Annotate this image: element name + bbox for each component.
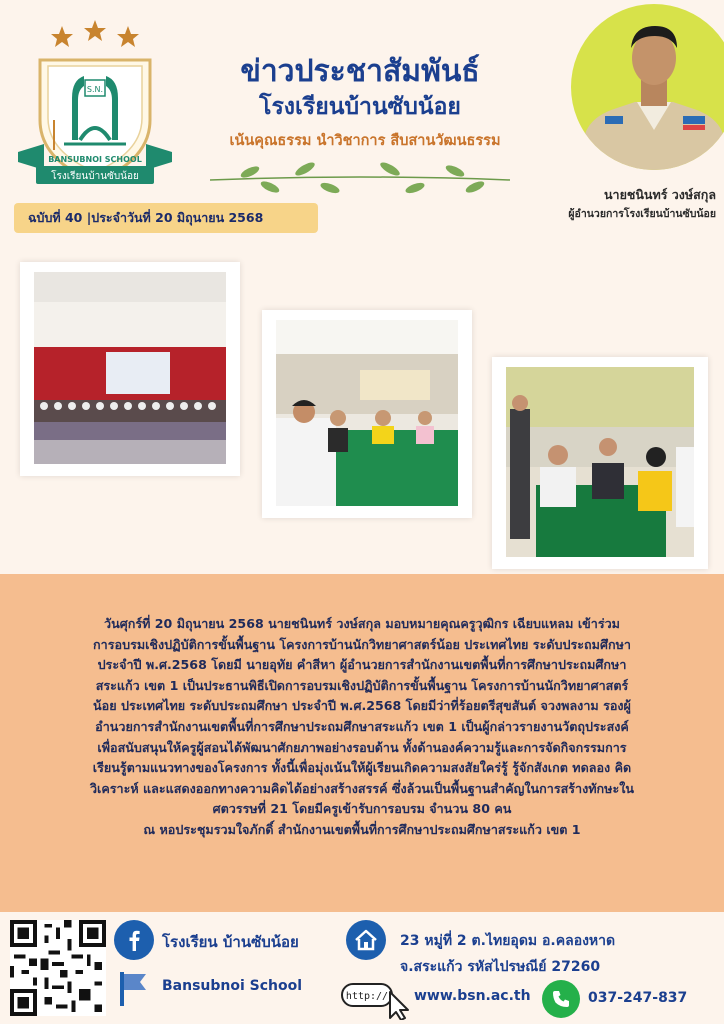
http-cursor-icon [340, 980, 410, 1020]
article-line: อำนวยการสำนักงานเขตพื้นที่การศึกษาประถมศึกษาสระแก้ว เขต 1 เป็นผู้กล่าวรายงานวัตถุประสงค์ [95, 718, 629, 734]
logo-emblem-text: S.N. [86, 85, 104, 94]
flag-icon [118, 972, 148, 1006]
article-line: วิเคราะห์ และแสดงออกทางความคิดได้อย่างสร้างสรรค์ ซึ่งล้วนเป็นพื้นฐานสำคัญในการสร้างทักษะใน [89, 780, 635, 796]
school-logo [14, 20, 176, 190]
article-line: ประจำปี พ.ศ.2568 โดยมี นายอุทัย คำสีหา ผู้อำนวยการสำนักงานเขตพื้นที่การศึกษาประถมศึกษา [97, 657, 627, 673]
address-line-2: จ.สระแก้ว รหัสไปรษณีย์ 27260 [400, 959, 601, 975]
http-label: http:// [345, 991, 389, 1002]
director-position: ผู้อำนวยการโรงเรียนบ้านซับน้อย [568, 208, 716, 220]
school-name: โรงเรียนบ้านซับน้อย [259, 94, 461, 120]
photo-training-table [262, 310, 472, 518]
article-line: น้อย ประเทศไทย ระดับประถมศึกษา ประจำปี พ.ศ.2568 โดยมีว่าที่ร้อยตรีสุขสันต์ จวงพลงาม รองผู้ [93, 698, 631, 714]
director-name: นายชนินทร์ วงษ์สกุล [604, 187, 716, 202]
article-body [14, 614, 710, 841]
qr-code[interactable] [10, 920, 106, 1016]
star-icon [51, 20, 139, 47]
director-portrait [571, 4, 724, 170]
website-link[interactable]: www.bsn.ac.th [414, 988, 531, 1004]
article-line: เพื่อสนับสนุนให้ครูผู้สอนได้พัฒนาศักยภาพอย่างรอบด้าน ทั้งด้านองค์ความรู้และการจัดกิจกรรมการ [97, 739, 627, 755]
issue-banner: ฉบับที่ 40 |ประจำวันที่ 20 มิถุนายน 2568 [14, 203, 318, 233]
article-line: สระแก้ว เขต 1 เป็นประธานพิธีเปิดการอบรมเชิงปฏิบัติการขั้นพื้นฐาน โครงการบ้านนักวิทยาศาสตร์ [95, 677, 629, 693]
article-line: ศตวรรษที่ 21 โดยมีครูเข้ารับการอบรม จำนวน 80 คน [212, 801, 512, 817]
address-line-1: 23 หมู่ที่ 2 ต.ไทยอุดม อ.คลองหาด [400, 933, 616, 949]
article-line: การอบรมเชิงปฏิบัติการขั้นพื้นฐาน โครงการบ้านนักวิทยาศาสตร์น้อย ประเทศไทย ระดับประถมศึกษา [93, 636, 631, 652]
photo-group-assembly [20, 262, 240, 476]
photo-discussion [492, 357, 708, 569]
logo-school-en: BANSUBNOI SCHOOL [48, 155, 142, 164]
page-title: ข่าวประชาสัมพันธ์ [240, 54, 480, 89]
logo-school-th: โรงเรียนบ้านซับน้อย [51, 171, 139, 182]
phone-number[interactable]: 037-247-837 [588, 990, 688, 1006]
school-motto: เน้นคุณธรรม นำวิชาการ สืบสานวัฒนธรรม [229, 133, 501, 149]
phone-icon[interactable] [542, 980, 580, 1018]
facebook-link[interactable]: โรงเรียน บ้านซับน้อย [162, 933, 299, 951]
facebook-icon[interactable] [114, 920, 154, 960]
leaf-divider [210, 158, 510, 196]
article-line: เรียนรู้ตามแนวทางของโครงการ ทั้งนี้เพื่อมุ่งเน้นให้ผู้เรียนเกิดความสงสัยใคร่รู้ รู้จักสังเกต ทดลอง คิด [92, 760, 632, 776]
article-line: วันศุกร์ที่ 20 มิถุนายน 2568 นายชนินทร์ วงษ์สกุล มอบหมายคุณครูวุฒิกร เฉียบแหลม เข้าร่วม [104, 616, 620, 631]
school-english-name: Bansubnoi School [162, 978, 303, 994]
article-line: ณ หอประชุมรวมใจภักดิ์ สำนักงานเขตพื้นที่การศึกษาประถมศึกษาสระแก้ว เขต 1 [143, 821, 581, 837]
home-icon [346, 920, 386, 960]
